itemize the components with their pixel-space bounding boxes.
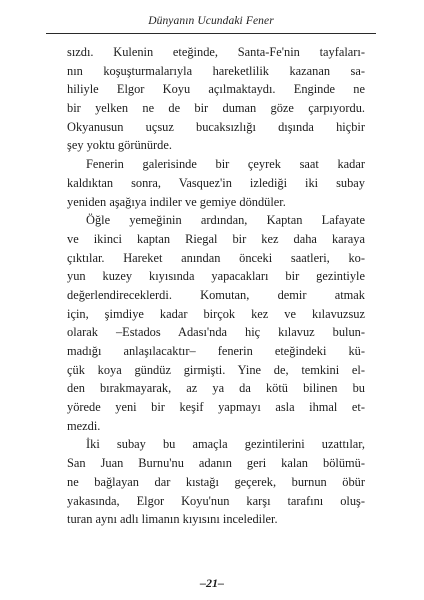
text-line: bir yelken ne de bir duman göze çarpıyordu.	[67, 101, 365, 116]
text-line: nın koşuşturmalarıyla hareketlilik kazanan sa-	[67, 63, 365, 78]
text-line: San Juan Burnu'nu adanın geri kalan bölümü-	[67, 456, 365, 471]
text-line: Fenerin galerisinde bir çeyrek saat kadar	[86, 157, 365, 172]
text-line: çük koya gündüz girmişti. Yine de, temkini el-	[67, 362, 365, 377]
text-line: kaldıktan sonra, Vasquez'in izlediği iki subay	[67, 175, 365, 190]
text-line: yun kuzey kıyısında yapacakları bir gezintiyle	[67, 269, 365, 284]
paragraph	[67, 43, 365, 155]
text-line: çıktılar. Hareket anından önceki saatleri, ko-	[67, 250, 365, 265]
text-line: ne bağlayan dar kıstağı geçerek, burnun öbür	[67, 474, 365, 489]
paragraph	[67, 435, 365, 528]
text-line: Okyanusun uçsuz bucaksızlığı dışında hiçbir	[67, 119, 365, 134]
page-number: –21–	[200, 576, 224, 590]
text-line: mezdi.	[67, 418, 101, 433]
header-rule	[46, 33, 376, 34]
text-line: Öğle yemeğinin ardından, Kaptan Lafayate	[86, 213, 365, 228]
text-line: İki subay bu amaçla gezintilerini uzattılar,	[86, 437, 365, 452]
running-header: Dünyanın Ucundaki Fener	[148, 15, 274, 27]
text-line: ve ikinci kaptan Riegal bir kez daha karaya	[67, 231, 365, 246]
paragraph	[67, 211, 365, 435]
text-line: den bırakmayarak, az ya da kötü bilinen bu	[67, 381, 365, 396]
text-line: için, şimdiye kadar birçok kez ve kılavuzsuz	[67, 306, 365, 321]
text-line: şey yoktu görünürde.	[67, 138, 172, 153]
text-line: hiliyle Elgor Koyu açılmaktaydı. Enginde ne	[67, 82, 365, 97]
text-line: madığı anlaşılacaktır– fenerin eteğindeki kü-	[67, 344, 365, 358]
text-line: olarak –Estados Adası'nda hiç kılavuz bulun-	[67, 325, 365, 340]
text-line: turan aynı adlı limanın kıyısını incelediler.	[67, 512, 278, 527]
body-text	[67, 43, 365, 529]
text-line: yakasında, Elgor Koyu'nun karşı tarafını oluş-	[67, 493, 365, 508]
text-line: değerlendireceklerdi. Komutan, demir atmak	[67, 287, 365, 302]
text-line: yörede yeni bir keşif yapmayı asla ihmal et-	[67, 400, 365, 415]
text-line: sızdı. Kulenin eteğinde, Santa-Fe'nin tayfaları-	[67, 45, 365, 59]
paragraph	[67, 155, 365, 211]
text-line: yeniden aşağıya indiler ve gemiye döndüler.	[67, 194, 286, 209]
